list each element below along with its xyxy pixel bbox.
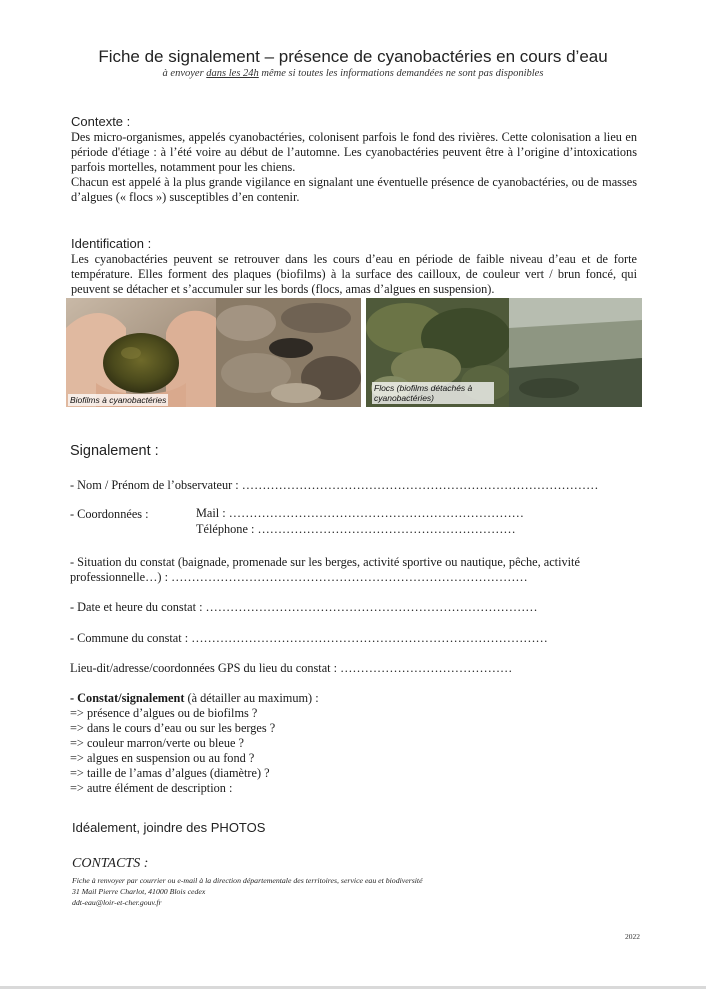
- contexte-heading: Contexte :: [71, 114, 131, 129]
- contexte-body: [71, 130, 637, 205]
- commune-field: - Commune du constat : ……………………………………………………………………………: [70, 631, 548, 645]
- contacts-title: CONTACTS :: [72, 856, 149, 871]
- constat-heading: [70, 691, 319, 706]
- flocs-caption: Flocs (biofilms détachés à cyanobactéries): [372, 382, 494, 404]
- page-title: Fiche de signalement – présence de cyanobactéries en cours d’eau: [98, 47, 608, 66]
- subtitle-suffix: même si toutes les informations demandées ne sont pas disponibles: [258, 68, 544, 79]
- photo-strip: [66, 298, 642, 407]
- contacts-email: ddt-eau@loir-et-cher.gouv.fr: [72, 898, 162, 907]
- identification-paragraph: Les cyanobactéries peuvent se retrouver dans les cours d’eau en période de faible niveau d’eau et de forte température. Elles forment des plaques (biofilms) à la surface des cailloux, de couleur vert / brun foncé, qui peuvent se détacher et s’accumuler sur les bords (flocs, amas d’algues en suspension).: [71, 252, 637, 296]
- constat-bold: - Constat/signalement: [70, 691, 185, 705]
- biofilm-caption: Biofilms à cyanobactéries: [70, 395, 167, 405]
- mail-field: Mail : ………………………………………………………………: [196, 506, 524, 520]
- contexte-paragraph-2: Chacun est appelé à la plus grande vigilance en signalant une éventuelle présence de cyanobactéries, ou de masses d’algues (« flocs ») susceptibles d’en contenir.: [71, 175, 637, 204]
- question-item: => taille de l’amas d’algues (diamètre) ?: [70, 766, 270, 780]
- question-item: => dans le cours d’eau ou sur les berges ?: [70, 721, 276, 735]
- nom-field: - Nom / Prénom de l’observateur : ……………………………………………………………………………: [70, 478, 599, 492]
- question-item: => présence d’algues ou de biofilms ?: [70, 706, 258, 720]
- river-bank-photo: [509, 298, 642, 407]
- situation-line-2: professionnelle…) : ……………………………………………………………………………: [70, 570, 528, 584]
- page-subtitle: [0, 68, 706, 79]
- situation-line-1: - Situation du constat (baignade, promenade sur les berges, activité sportive ou nautique, pêche, activité: [70, 555, 580, 569]
- contacts-line-2: 31 Mail Pierre Charlot, 41000 Blois cedex: [72, 887, 206, 896]
- year-label: 2022: [625, 932, 640, 941]
- telephone-field: Téléphone : ………………………………………………………: [196, 522, 516, 536]
- subtitle-prefix: à envoyer: [162, 68, 207, 79]
- subtitle-deadline: dans les 24h: [206, 68, 259, 79]
- constat-rest: (à détailler au maximum) :: [184, 691, 319, 705]
- date-field: - Date et heure du constat : ………………………………………………………………………: [70, 600, 538, 614]
- biofilm-riverbed-photo: [216, 298, 361, 407]
- coordonnees-label: - Coordonnées :: [70, 507, 149, 521]
- biofilm-hand-photo: [66, 298, 216, 407]
- question-item: => autre élément de description :: [70, 781, 233, 795]
- photos-note: Idéalement, joindre des PHOTOS: [72, 820, 266, 835]
- question-item: => algues en suspension ou au fond ?: [70, 751, 255, 765]
- page-bottom-rule: [0, 986, 706, 989]
- question-item: => couleur marron/verte ou bleue ?: [70, 736, 244, 750]
- contacts-line-1: Fiche à renvoyer par courrier ou e-mail à la direction départementale des territoires, service eau et biodiversité: [72, 876, 423, 885]
- signalement-heading: Signalement :: [70, 443, 159, 459]
- identification-heading: Identification :: [71, 236, 152, 251]
- lieu-field: Lieu-dit/adresse/coordonnées GPS du lieu du constat : ……………………………………: [70, 661, 513, 675]
- contexte-paragraph-1: Des micro-organismes, appelés cyanobactéries, colonisent parfois le fond des rivières. Cette colonisation a lieu en période d'étiage : à l’été voire au début de l’automne. Les cyanobactéries peuvent être à l’origine d’intoxications parfois mortelles, notamment pour les chiens.: [71, 130, 637, 174]
